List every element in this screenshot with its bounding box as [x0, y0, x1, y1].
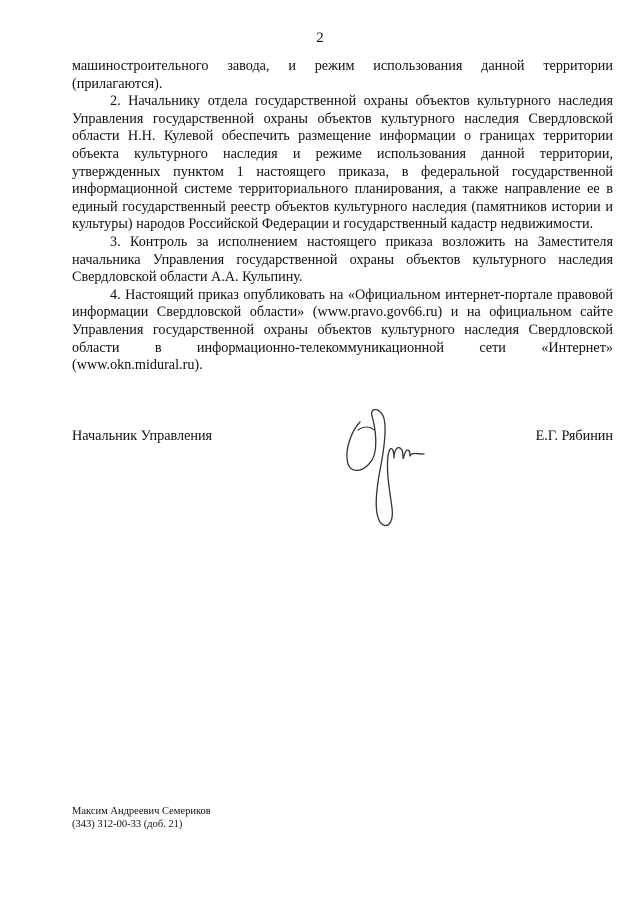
- page-number: 2: [316, 30, 324, 46]
- signatory-title: Начальник Управления: [72, 428, 213, 444]
- paragraph-item-2: 2. Начальнику отдела государственной охраны объектов культурного наследия Управления государственной охраны объектов культурного наследия Свердловской области Н.Н. Кулевой обеспечить размещение информации о границах территории объекта культурного наследия и режиме использования данной территории, утвержденных пунктом 1 настоящего приказа, в федеральной государственной информационной системе территориального планирования, а также направление ее в единый государственный реестр объектов культурного наследия (памятников истории и культуры) народов Российской Федерации и государственный кадастр недвижимости.: [72, 93, 613, 233]
- paragraph-continuation: машиностроительного завода, и режим использования данной территории (прилагаются).: [72, 58, 613, 92]
- document-body: [72, 58, 613, 375]
- contact-info: [72, 805, 211, 831]
- contact-phone: (343) 312-00-33 (доб. 21): [72, 819, 183, 830]
- handwritten-signature: [330, 400, 450, 540]
- contact-name: Максим Андреевич Семериков: [72, 806, 211, 817]
- paragraph-item-3: 3. Контроль за исполнением настоящего приказа возложить на Заместителя начальника Управления государственной охраны объектов культурного наследия Свердловской области А.А. Кульпину.: [72, 233, 613, 286]
- signatory-name: Е.Г. Рябинин: [535, 428, 613, 444]
- paragraph-item-4: 4. Настоящий приказ опубликовать на «Официальном интернет-портале правовой информации Свердловской области» (www.pravo.gov66.ru) и на официальном сайте Управления государственной охраны объектов культурного наследия Свердловской области в информационно-телекоммуникационной сети «Интернет» (www.okn.midural.ru).: [72, 286, 613, 374]
